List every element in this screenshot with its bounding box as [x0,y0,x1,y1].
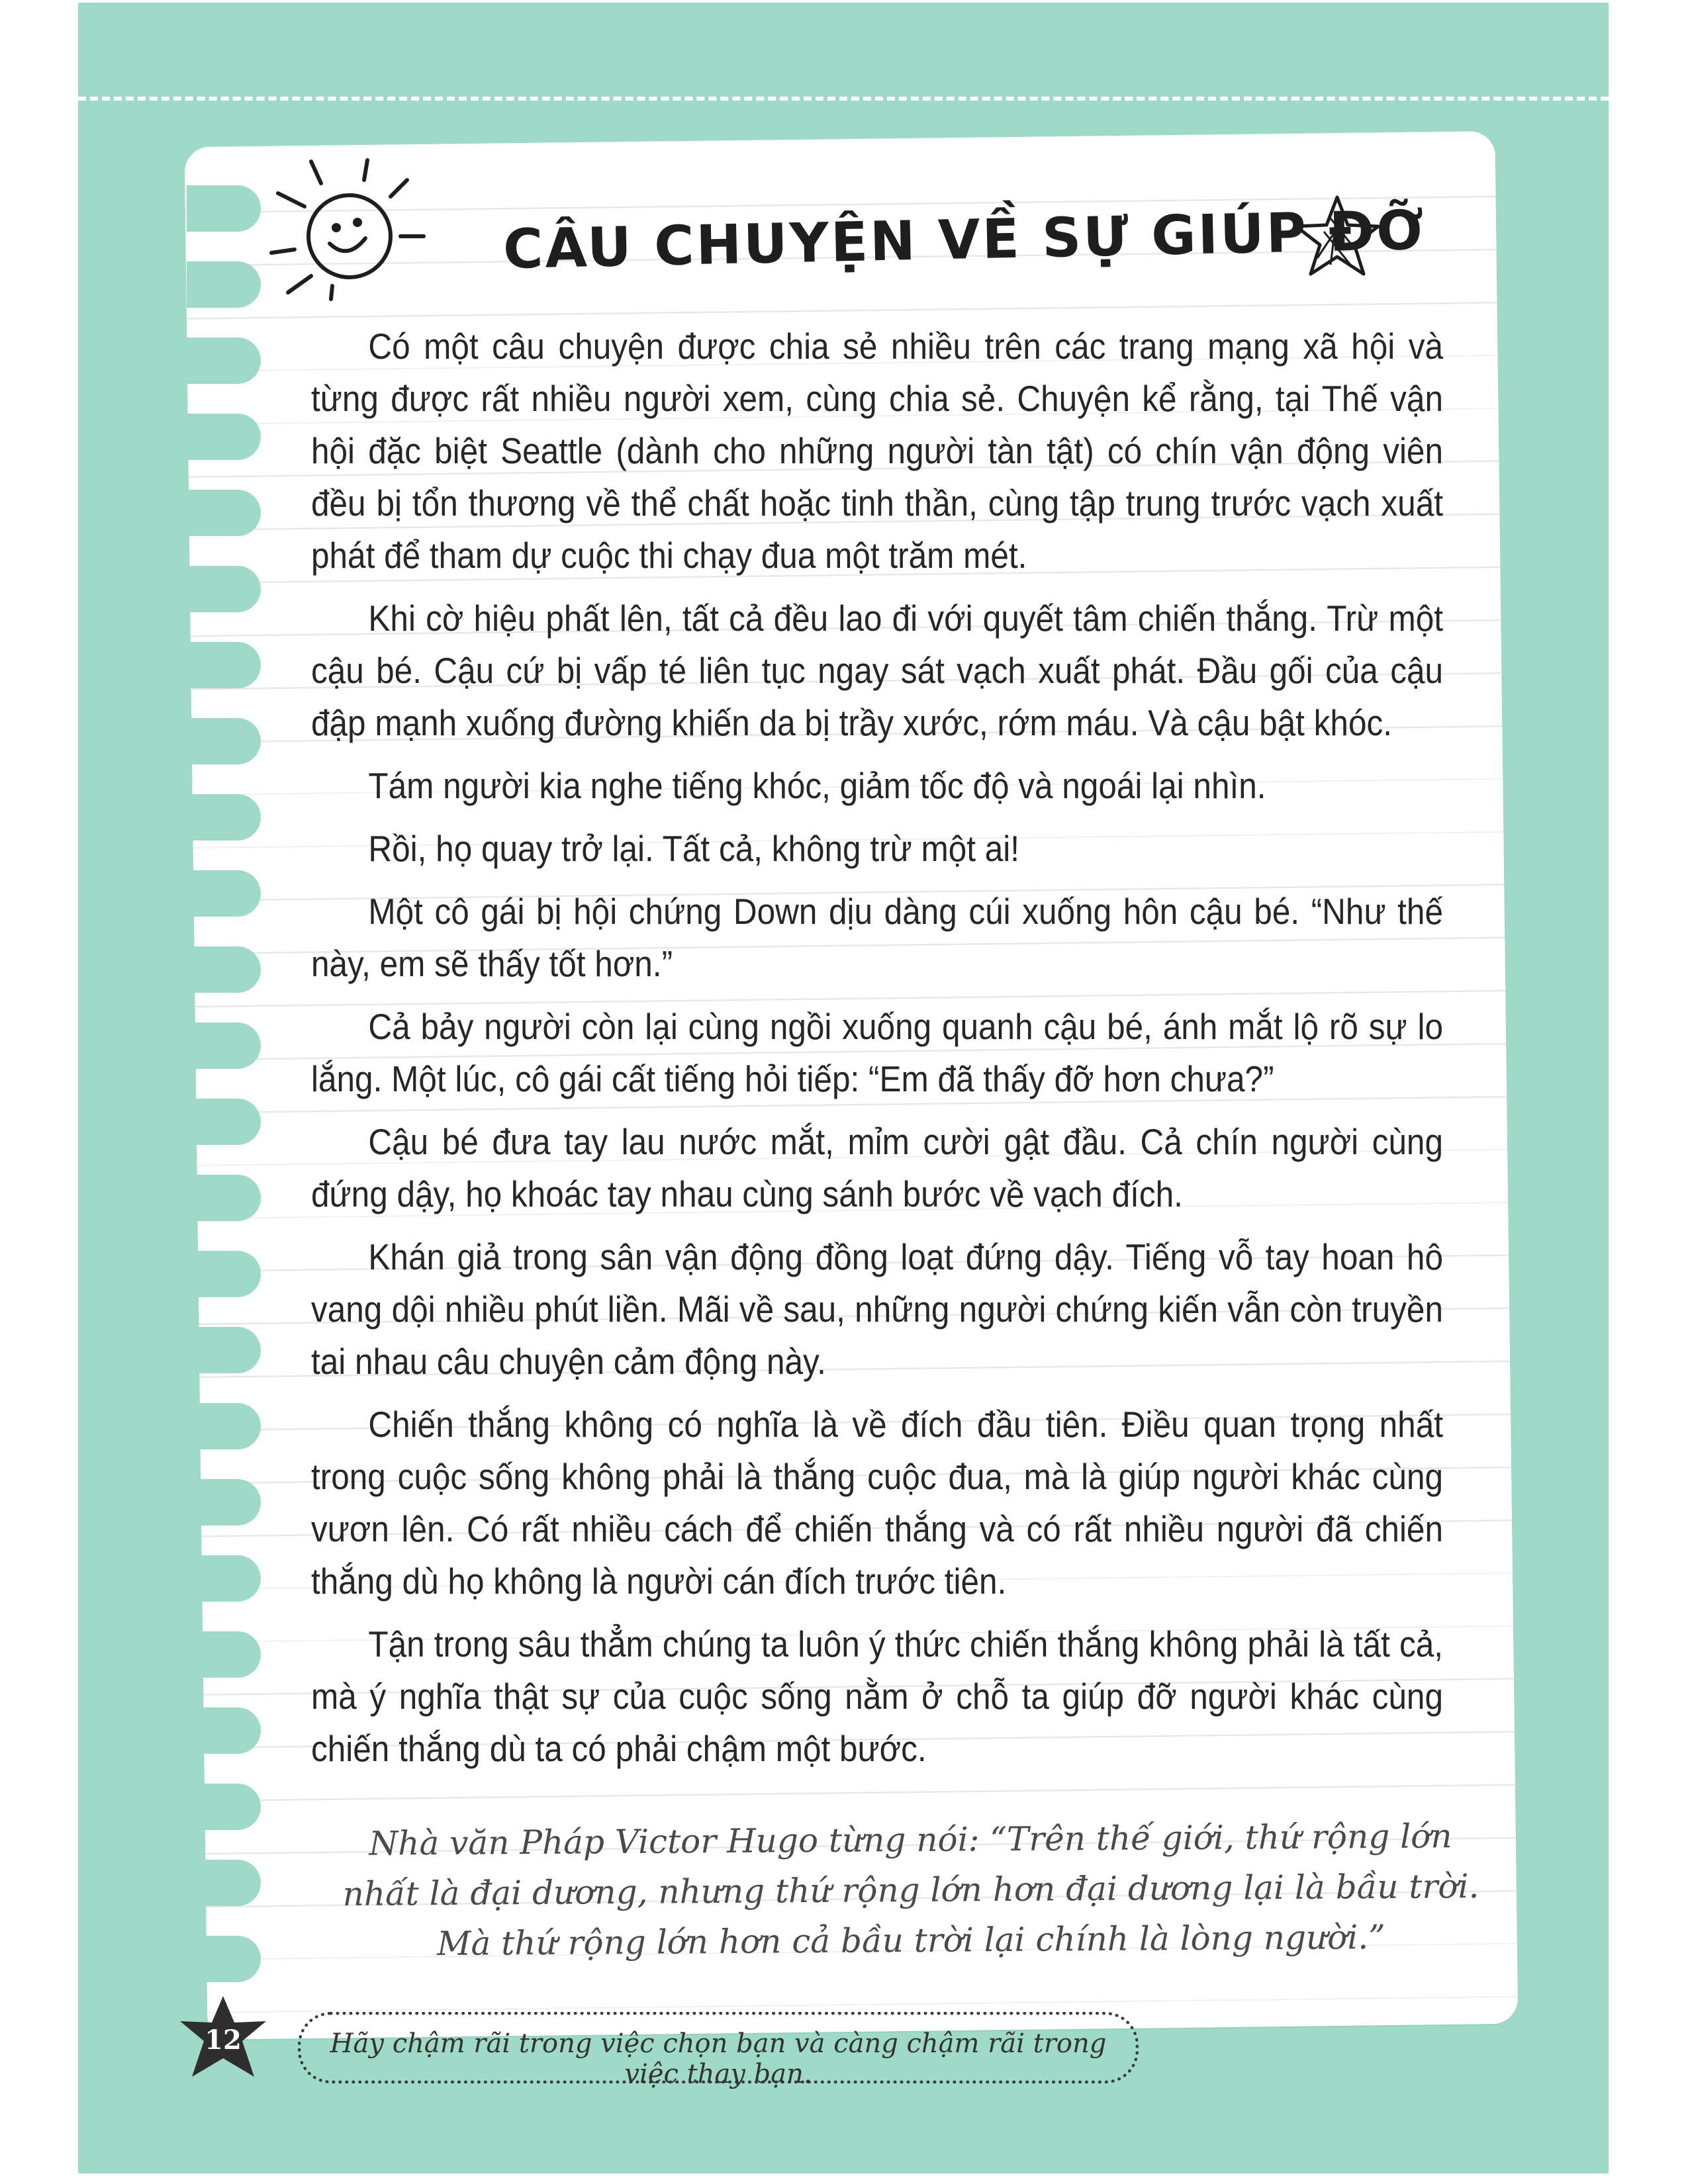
spiral-hole [187,490,261,536]
spiral-hole [187,1099,261,1145]
spiral-hole [187,1555,261,1602]
story-paragraph: Một cô gái bị hội chứng Down dịu dàng cúi xuống hôn cậu bé. “Như thế này, em sẽ thấy tốt hơn.” [311,891,1443,984]
spiral-binding [179,179,278,2019]
story-paragraph: Có một câu chuyện được chia sẻ nhiều trên các trang mạng xã hội và từng được rất nhiều người xem, cùng chia sẻ. Chuyện kể rằng, tại Thế vận hội đặc biệt Seattle (dành cho những người tàn tật) có chín vận động viên đều bị tổn thương về thể chất hoặc tinh thần, cùng tập trung trước vạch xuất phát để tham dự cuộc thi chạy đua một trăm mét. [311,326,1443,576]
spiral-hole [187,261,261,308]
page-title: CÂU CHUYỆN VỀ SỰ GIÚP ĐỠ [502,199,1427,282]
spiral-hole [187,718,261,764]
spiral-hole [187,566,261,612]
story-paragraph: Cậu bé đưa tay lau nước mắt, mỉm cười gật đầu. Cả chín người cùng đứng dậy, họ khoác tay nhau cùng sánh bước về vạch đích. [311,1121,1443,1214]
story-paragraph: Cả bảy người còn lại cùng ngồi xuống quanh cậu bé, ánh mắt lộ rõ sự lo lắng. Một lúc, cô gái cất tiếng hỏi tiếp: “Em đã thấy đỡ hơn chưa?” [311,1006,1443,1099]
dashed-divider [78,97,1609,101]
story-body [311,320,1443,1786]
victor-hugo-quote: Nhà văn Pháp Victor Hugo từng nói: “Trên thế giới, thứ rộng lớn nhất là đại dương, nhưng thứ rộng lớn hơn đại dương lại là bầu trời. Mà thứ rộng lớn hơn cả bầu trời lại chính là lòng người.” [342,1817,1479,1963]
spiral-hole [187,338,261,384]
story-paragraph: Khán giả trong sân vận động đồng loạt đứng dậy. Tiếng vỗ tay hoan hô vang dội nhiều phút liền. Mãi về sau, những người chứng kiến vẫn còn truyền tai nhau câu chuyện cảm động này. [311,1236,1443,1382]
page-number: 12 [205,2025,242,2056]
spiral-hole [187,1251,261,1297]
spiral-hole [187,1175,261,1221]
spiral-hole [187,1936,261,1982]
spiral-hole [187,414,261,460]
sun-icon [258,154,437,312]
story-paragraph: Tận trong sâu thẳm chúng ta luôn ý thức chiến thắng không phải là tất cả, mà ý nghĩa thật sự của cuộc sống nằm ở chỗ ta giúp đỡ người khác cùng chiến thắng dù ta có phải chậm một bước. [311,1623,1443,1769]
spiral-hole [187,794,261,841]
spiral-hole [187,642,261,688]
footer-banner [298,2012,1139,2089]
footer-quote: Hãy chậm rãi trong việc chọn bạn và càng chậm rãi trong việc thay bạn. [330,2028,1107,2089]
spiral-hole [187,185,261,232]
spiral-hole [187,946,261,993]
spiral-hole [187,1860,261,1906]
spiral-hole [187,1784,261,1830]
spiral-hole [187,1631,261,1678]
story-paragraph: Khi cờ hiệu phất lên, tất cả đều lao đi với quyết tâm chiến thắng. Trừ một cậu bé. Cậu cứ bị vấp té liên tục ngay sát vạch xuất phát. Đầu gối của cậu đập mạnh xuống đường khiến da bị trầy xước, rớm máu. Và cậu bật khóc. [311,598,1443,743]
spiral-hole [187,1023,261,1069]
story-paragraph: Chiến thắng không có nghĩa là về đích đầu tiên. Điều quan trọng nhất trong cuộc sống không phải là thắng cuộc đua, mà là giúp người khác cùng vươn lên. Có rất nhiều cách để chiến thắng và có rất nhiều người đã chiến thắng dù họ không là người cán đích trước tiên. [311,1404,1443,1602]
spiral-hole [187,870,261,917]
spiral-hole [187,1403,261,1449]
story-paragraph: Rồi, họ quay trở lại. Tất cả, không trừ một ai! [368,828,1020,869]
spiral-hole [187,1479,261,1525]
spiral-hole [187,1327,261,1373]
spiral-hole [187,1707,261,1754]
page-number-badge [173,1992,273,2085]
story-paragraph: Tám người kia nghe tiếng khóc, giảm tốc độ và ngoái lại nhìn. [368,765,1266,806]
